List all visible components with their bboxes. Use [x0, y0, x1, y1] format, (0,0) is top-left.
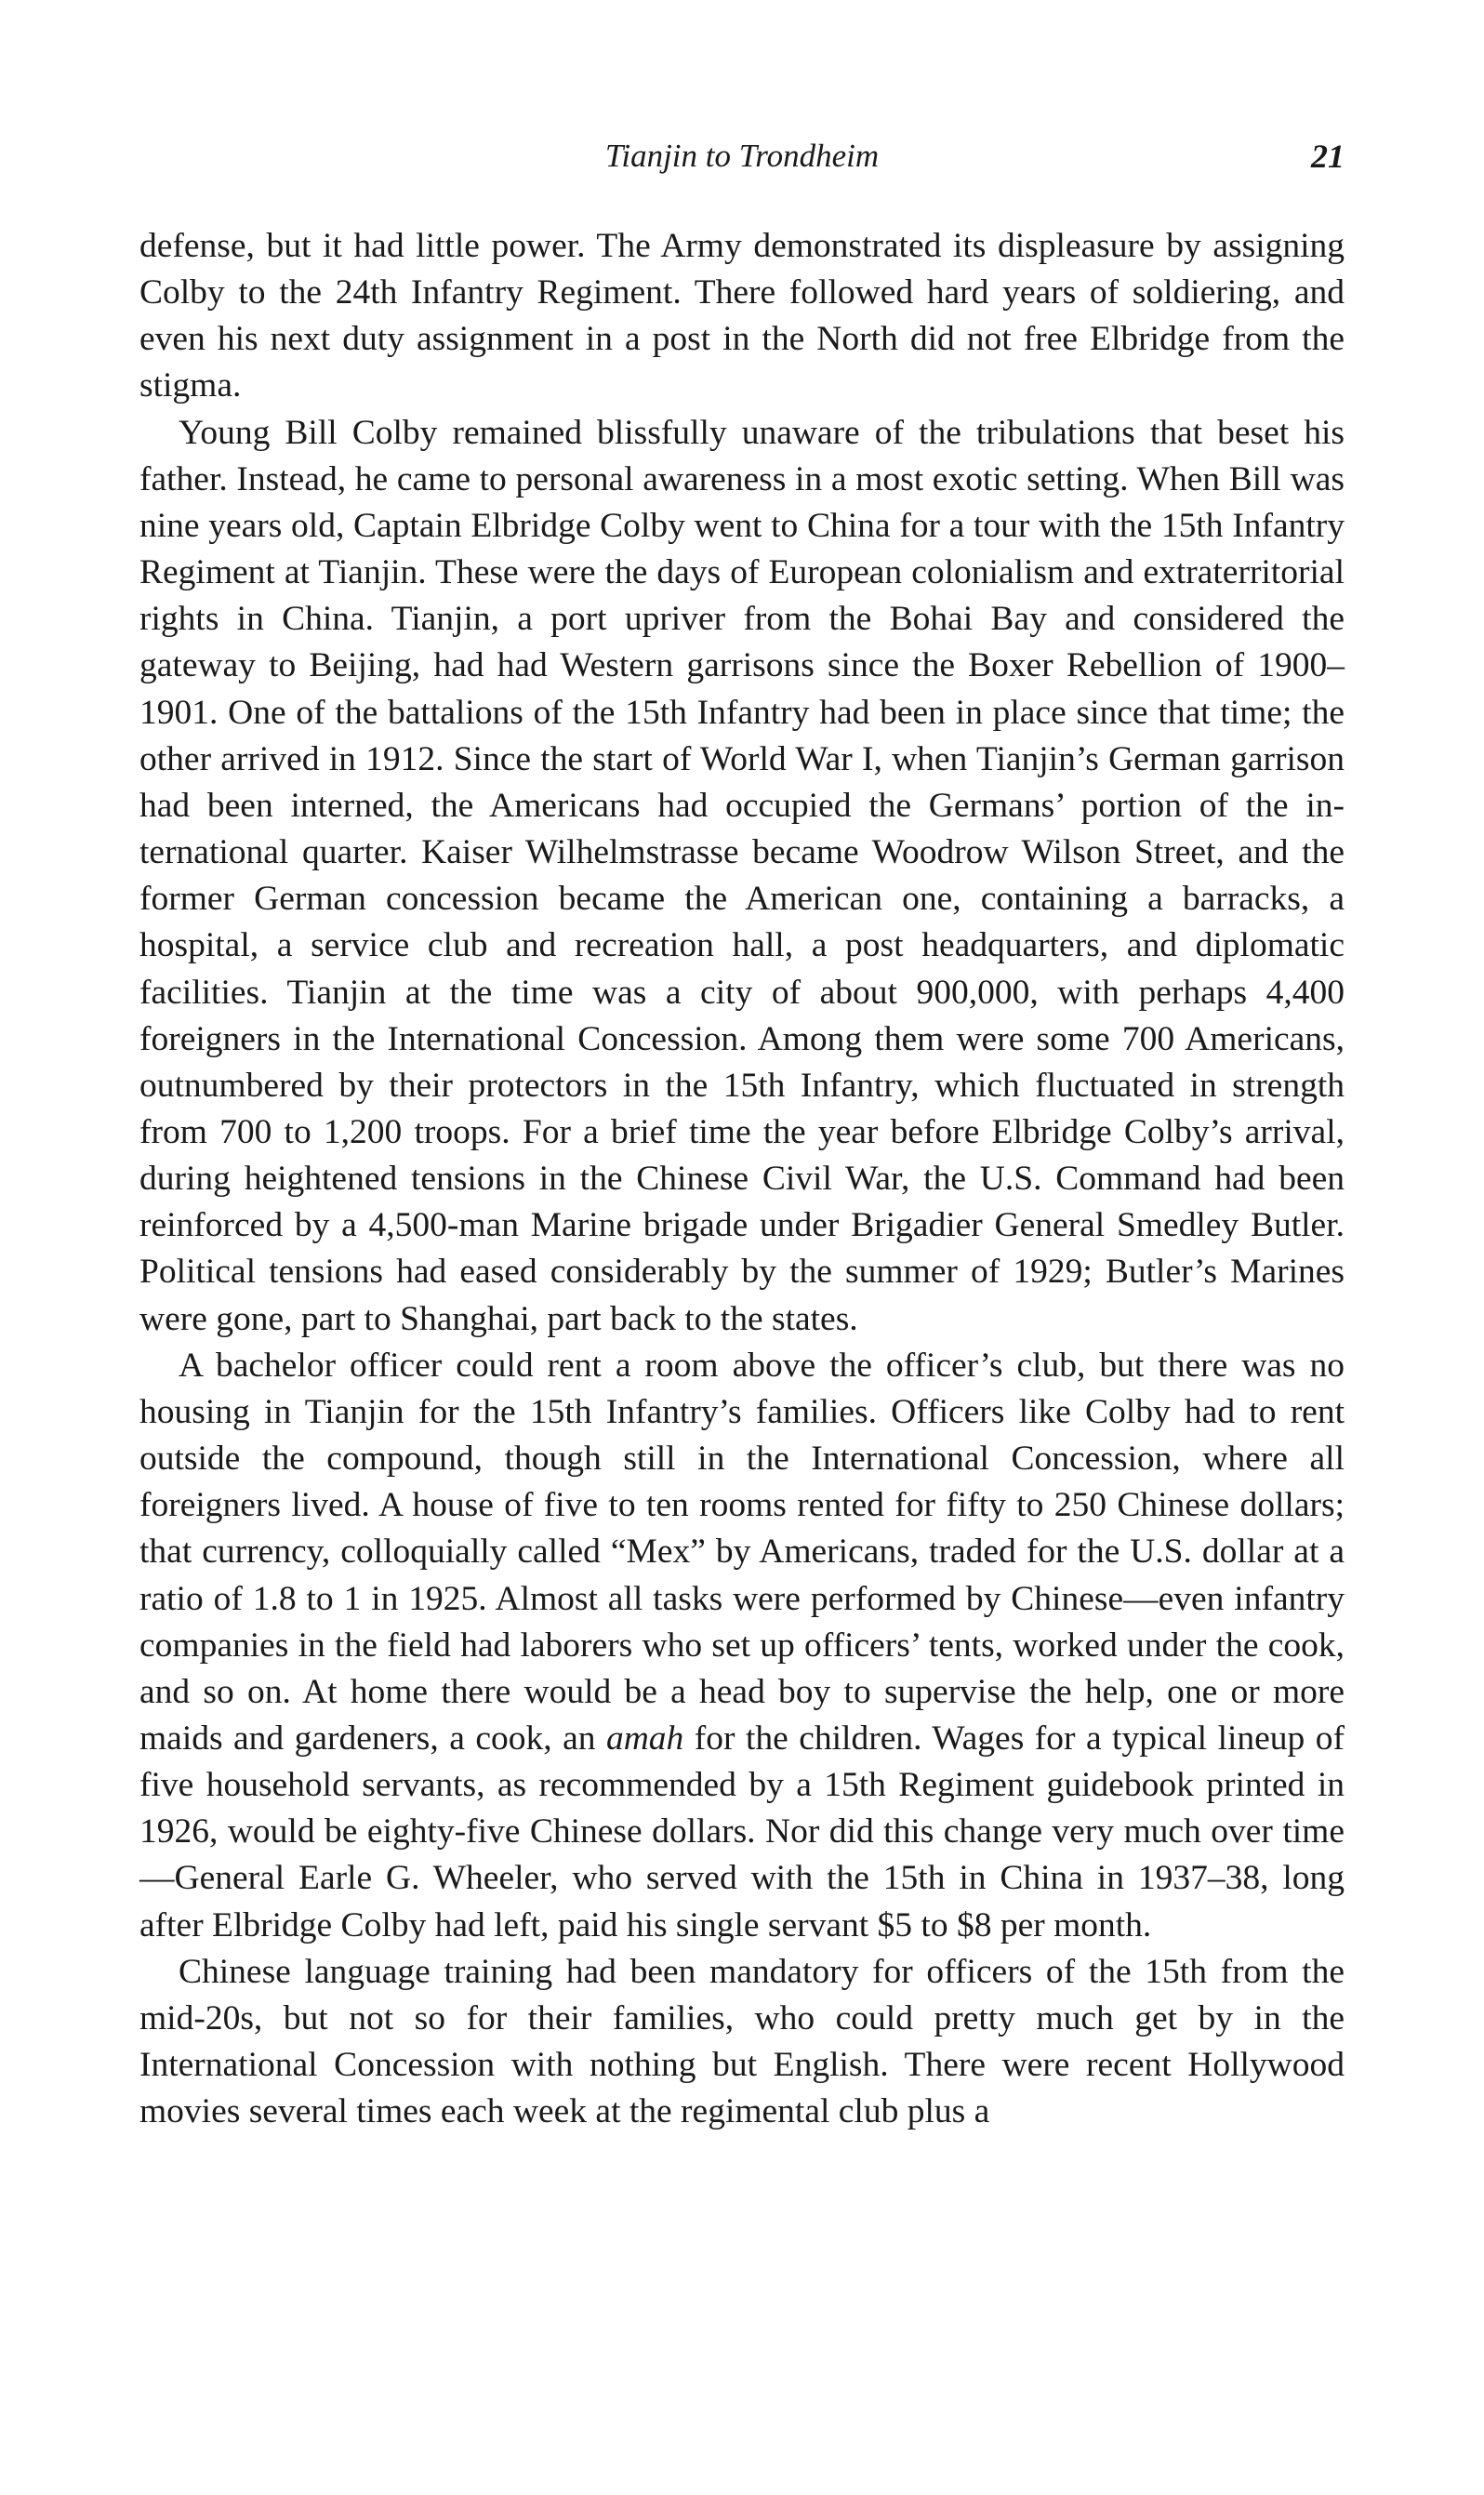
- body-text: [139, 223, 1345, 2135]
- paragraph-4: Chinese language training had been mandatory for officers of the 15th from the mid-20s, but not so for their families, who could pretty much get by in the International Concession with nothing but English. There were recent Hollywood movies several times each week at the regimental club plus a: [139, 1952, 1345, 2131]
- page-number: 21: [1311, 138, 1345, 175]
- paragraph-1: defense, but it had little power. The Army demonstrated its displeasure by assigning Colby to the 24th Infantry Regiment. There followed hard years of soldiering, and even his next duty assignment in a post in the North did not free Elbridge from the stigma.: [139, 227, 1345, 405]
- paragraph-3-text-before: A bachelor officer could rent a room above the officer’s club, but there was no housing in Tianjin for the 15th Infantry’s families. Officers like Colby had to rent outside the compound, though still in the International Concession, where all foreigners lived. A house of five to ten rooms rented for fifty to 250 Chinese dollars; that currency, colloquially called “Mex” by Americans, traded for the U.S. dollar at a ratio of 1.8 to 1 in 1925. Almost all tasks were performed by Chinese—even infantry companies in the field had laborers who set up officers’ tents, worked under the cook, and so on. At home there would be a head boy to supervise the help, one or more maids and gardeners, a cook, an: [139, 1346, 1345, 1758]
- paragraph-3: [139, 1343, 1345, 1949]
- running-head: [139, 133, 1345, 179]
- paragraph-3-text-after: for the children. Wages for a typical lineup of five household servants, as recommended by a 15th Regiment guidebook printed in 1926, would be eighty-five Chinese dollars. Nor did this change very much over time—General Earle G. Wheeler, who served with the 15th in China in 1937–38, long after Elbridge Colby had left, paid his single servant $5 to $8 per month.: [139, 1719, 1345, 1944]
- running-title: Tianjin to Trondheim: [604, 138, 880, 174]
- paragraph-3-emphasis: amah: [605, 1719, 684, 1758]
- paragraph-2: Young Bill Colby remained blissfully unaware of the tribulations that beset his father. Instead, he came to personal awareness in a most exotic setting. When Bill was nine years old, Captain Elbridge Colby went to China for a tour with the 15th Infantry Regiment at Tianjin. These were the days of European colonialism and extraterritorial rights in China. Tianjin, a port upriver from the Bohai Bay and considered the gateway to Beijing, had had Western garrisons since the Boxer Rebellion of 1900–1901. One of the battalions of the 15th Infantry had been in place since that time; the other arrived in 1912. Since the start of World War I, when Tianjin’s German garrison had been interned, the Americans had occupied the Germans’ portion of the international quarter. Kaiser Wilhelmstrasse became Woodrow Wilson Street, and the former German concession became the American one, containing a barracks, a hospital, a service club and recreation hall, a post headquarters, and diplomatic facilities. Tianjin at the time was a city of about 900,000, with perhaps 4,400 foreigners in the International Concession. Among them were some 700 Americans, outnumbered by their protectors in the 15th Infantry, which fluctuated in strength from 700 to 1,200 troops. For a brief time the year before Elbridge Colby’s arrival, during heightened tensions in the Chinese Civil War, the U.S. Command had been reinforced by a 4,500-man Marine brigade under Brigadier General Smedley Butler. Political tensions had eased considerably by the summer of 1929; Butler’s Marines were gone, part to Shanghai, part back to the states.: [139, 413, 1345, 1338]
- book-page: [139, 0, 1345, 2495]
